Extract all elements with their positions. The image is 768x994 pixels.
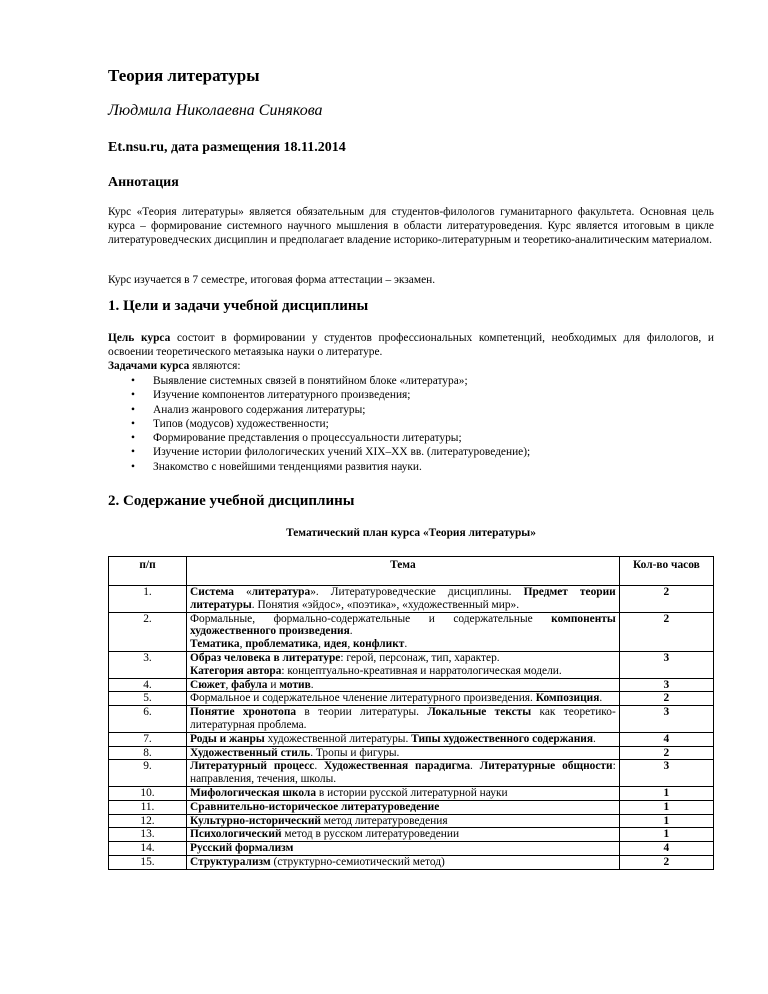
table-row (109, 586, 714, 613)
row-hours: 2 (619, 746, 713, 760)
row-topic (187, 842, 620, 856)
source-line: Et.nsu.ru, дата размещения 18.11.2014 (108, 140, 346, 155)
row-number: 12. (109, 814, 187, 828)
course-tasks-heading (108, 359, 241, 373)
topic-term: Литературные общности (479, 760, 613, 773)
row-number: 14. (109, 842, 187, 856)
topic-term: Тематика (190, 638, 240, 651)
bullet-icon: • (131, 417, 135, 430)
topic-text: . (599, 692, 603, 705)
annotation-heading: Аннотация (108, 175, 179, 190)
table-row (109, 732, 714, 746)
topic-term: компоненты художественного произведения (190, 612, 616, 638)
header-topic: Тема (187, 557, 620, 586)
topic-term: Понятие хронотопа (190, 706, 297, 719)
course-tasks-intro: являются: (189, 360, 241, 372)
topic-term: Культурно-исторический (190, 814, 321, 827)
table-header-row (109, 557, 714, 586)
topic-term: Локальные тексты (427, 706, 532, 719)
topic-term: литература (251, 586, 311, 598)
topic-term: Категория автора (190, 664, 282, 677)
table-row (109, 678, 714, 692)
table-row (109, 706, 714, 733)
task-text: Выявление системных связей в понятийном блоке «литература»; (153, 375, 468, 387)
topic-text: и (267, 678, 280, 691)
section-heading-content: 2. Содержание учебной дисциплины (108, 493, 355, 509)
row-number: 1. (109, 586, 187, 613)
topic-term: Художественная парадигма (324, 760, 471, 773)
topic-text: , (225, 678, 232, 691)
course-goal-label: Цель курса (108, 332, 171, 344)
table-row (109, 855, 714, 869)
topic-text: . (314, 760, 325, 773)
table-row (109, 651, 714, 678)
row-number: 10. (109, 786, 187, 800)
task-text: Типов (модусов) художественности; (153, 417, 329, 430)
row-number: 6. (109, 706, 187, 733)
bullet-icon: • (131, 375, 135, 387)
topic-text: метод в русском литературоведении (281, 828, 460, 841)
task-text: Формирование представления о процессуальности литературы; (153, 432, 462, 445)
row-hours: 3 (619, 678, 713, 692)
annotation-paragraph: Курс «Теория литературы» является обязательным для студентов-филологов гуманитарного факультета. Основная цель курса – формирование системного научного мышления в области литературоведения. Курс является итоговым в цикле литературоведческих дисциплин и предполагает владение историко-литературным и теоретико-аналитическим материалом. (108, 206, 714, 246)
topic-text: . (349, 625, 353, 638)
row-hours: 1 (619, 814, 713, 828)
topic-term: Мифологическая школа (190, 786, 317, 799)
row-number: 3. (109, 651, 187, 678)
table-row (109, 814, 714, 828)
bullet-icon: • (131, 389, 135, 402)
row-number: 13. (109, 828, 187, 842)
topic-text: ». Литературоведческие дисциплины. (310, 586, 524, 598)
task-text: Изучение компонентов литературного произведения; (153, 389, 411, 402)
topic-term: проблематика (245, 638, 319, 651)
topic-term: Литературный процесс (190, 760, 315, 773)
topic-term: Сравнительно-историческое литературоведение (190, 800, 440, 813)
list-item (108, 460, 530, 474)
document-title: Теория литературы (108, 66, 260, 85)
row-topic (187, 855, 620, 869)
table-row (109, 760, 714, 787)
topic-text: , (318, 638, 324, 651)
row-number: 2. (109, 612, 187, 651)
topic-term: идея (323, 638, 348, 651)
row-topic (187, 732, 620, 746)
topic-term: мотив (279, 678, 311, 691)
row-topic (187, 678, 620, 692)
row-number: 9. (109, 760, 187, 787)
row-number: 7. (109, 732, 187, 746)
author-name: Людмила Николаевна Синякова (108, 102, 323, 119)
course-tasks-label: Задачами курса (108, 360, 190, 372)
bullet-icon: • (131, 432, 135, 445)
row-topic (187, 760, 620, 787)
bullet-icon: • (131, 446, 135, 459)
topic-text: художественной литературы. (264, 732, 412, 745)
course-goal-text: состоит в формировании у студентов профессиональных компетенций, необходимых для филологов, и освоении теоретического метаязыка науки о литературе. (108, 332, 714, 358)
row-number: 15. (109, 855, 187, 869)
list-item (108, 374, 530, 388)
topic-text: , (239, 638, 246, 651)
topic-text: метод литературоведения (320, 814, 448, 827)
row-topic (187, 586, 620, 613)
topic-term: конфликт (353, 638, 405, 651)
topic-term: Предмет теории литературы (190, 586, 616, 611)
topic-text: как теоретико-литературная проблема. (190, 706, 616, 731)
topic-text: Формальные, формально-содержательные и содержательные (190, 612, 552, 625)
topic-term: Композиция (535, 692, 600, 705)
section-heading-goals: 1. Цели и задачи учебной дисциплины (108, 298, 369, 314)
topic-term: Психологический (190, 828, 282, 841)
table-row (109, 612, 714, 651)
row-hours: 1 (619, 800, 713, 814)
plan-table-title: Тематический план курса «Теория литературы» (286, 527, 536, 539)
thematic-plan-table (108, 556, 714, 870)
task-text: Знакомство с новейшими тенденциями развития науки. (153, 460, 422, 473)
row-number: 5. (109, 692, 187, 706)
row-hours: 2 (619, 692, 713, 706)
topic-term: Система (190, 586, 234, 598)
topic-text: : герой, персонаж, тип, характер. (340, 651, 500, 664)
topic-term: Роды и жанры (190, 732, 265, 745)
row-topic (187, 706, 620, 733)
table-row (109, 842, 714, 856)
table-row (109, 800, 714, 814)
table-row (109, 828, 714, 842)
topic-text: : направления, течения, школы. (190, 760, 616, 786)
row-topic (187, 612, 620, 651)
topic-term: Русский формализм (190, 842, 294, 855)
topic-text: . (310, 678, 314, 691)
row-topic (187, 651, 620, 678)
task-text: Изучение истории филологических учений XIX–XX вв. (литературоведение); (153, 446, 531, 459)
course-goal-paragraph (108, 331, 714, 359)
row-topic (187, 786, 620, 800)
row-topic (187, 814, 620, 828)
topic-text: (структурно-семиотический метод) (270, 855, 445, 868)
topic-text: . Понятия «эйдос», «поэтика», «художественный мир». (251, 598, 520, 611)
row-topic (187, 746, 620, 760)
topic-text: в истории русской литературной науки (316, 786, 508, 799)
row-hours: 2 (619, 612, 713, 651)
list-item (108, 388, 530, 402)
topic-text: . (592, 732, 596, 745)
topic-text: , (347, 638, 354, 651)
list-item (108, 445, 530, 459)
topic-text: . Тропы и фигуры. (310, 746, 400, 759)
bullet-icon: • (131, 460, 135, 473)
row-topic (187, 828, 620, 842)
header-number: п/п (109, 557, 187, 586)
topic-term: Сюжет (190, 678, 226, 691)
row-topic (187, 800, 620, 814)
topic-text: . (404, 638, 408, 651)
list-item (108, 431, 530, 445)
header-hours: Кол-во часов (619, 557, 713, 586)
topic-text: « (233, 586, 252, 598)
topic-term: Художественный стиль (190, 746, 311, 759)
row-hours: 1 (619, 786, 713, 800)
row-number: 4. (109, 678, 187, 692)
annotation-semester-paragraph: Курс изучается в 7 семестре, итоговая форма аттестации – экзамен. (108, 274, 436, 286)
table-row (109, 786, 714, 800)
bullet-icon: • (131, 403, 135, 416)
row-hours: 4 (619, 842, 713, 856)
table-row (109, 746, 714, 760)
row-topic (187, 692, 620, 706)
topic-term: фабула (231, 678, 268, 691)
topic-text: . (470, 760, 480, 773)
topic-term: Структурализм (190, 855, 271, 868)
topic-text: : концептуально-креативная и нарратологическая модели. (281, 664, 562, 677)
topic-term: Образ человека в литературе (190, 651, 341, 664)
row-number: 8. (109, 746, 187, 760)
task-text: Анализ жанрового содержания литературы; (153, 403, 366, 416)
topic-text: Формальное и содержательное членение литературного произведения. (190, 692, 536, 705)
topic-text: в теории литературы. (296, 706, 428, 719)
row-number: 11. (109, 800, 187, 814)
course-tasks-list (108, 374, 530, 474)
list-item (108, 403, 530, 417)
row-hours: 4 (619, 732, 713, 746)
row-hours: 2 (619, 855, 713, 869)
row-hours: 3 (619, 706, 713, 733)
row-hours: 3 (619, 651, 713, 678)
topic-term: Типы художественного содержания (411, 732, 593, 745)
row-hours: 1 (619, 828, 713, 842)
row-hours: 2 (619, 586, 713, 613)
table-row (109, 692, 714, 706)
list-item (108, 417, 530, 431)
row-hours: 3 (619, 760, 713, 787)
